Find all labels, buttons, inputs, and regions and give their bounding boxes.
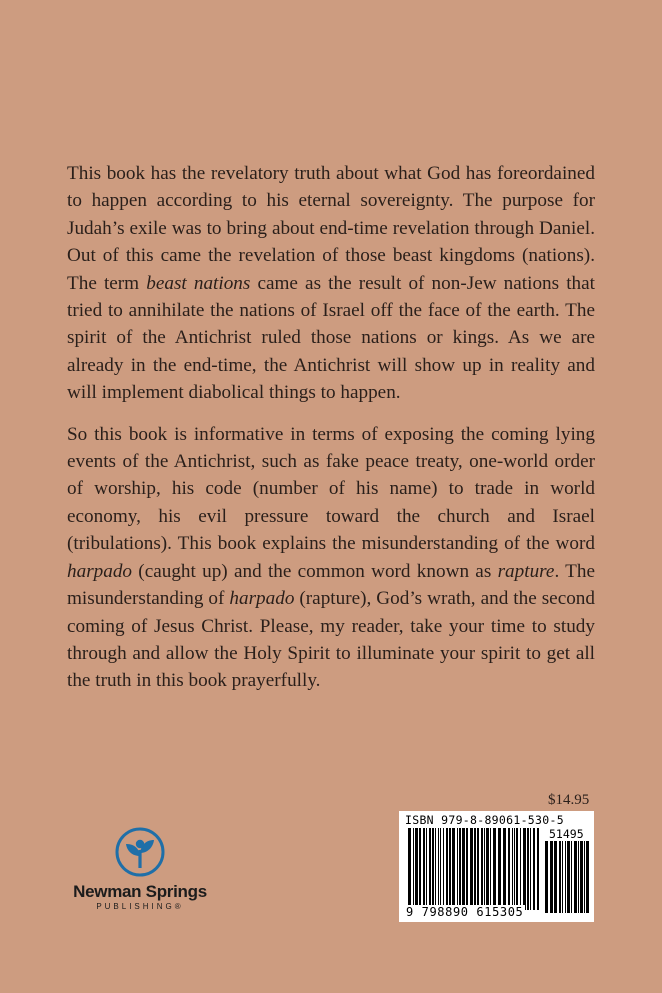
barcode-bar — [503, 828, 506, 910]
barcode-bar — [484, 828, 485, 910]
sprout-icon — [114, 826, 166, 878]
price-label: $14.95 — [548, 792, 590, 808]
barcode-bar — [452, 828, 455, 910]
barcode-bar — [423, 828, 425, 910]
barcode-bar — [574, 841, 577, 913]
barcode-bar — [459, 828, 461, 910]
barcode-bar — [429, 828, 431, 910]
barcode-bar — [578, 841, 579, 913]
barcode-bar — [438, 828, 439, 910]
barcode-bar — [432, 828, 434, 910]
barcode-bar — [512, 828, 513, 910]
barcode-bar — [559, 841, 561, 913]
barcode-bar — [446, 828, 448, 910]
blurb-paragraph-2: So this book is informative in terms of exposing the coming lying events of the Antichrist, such as fake peace treaty, one-world order of worship, his code (number of his name) to trade in world economy, his evil pressure toward the church and Israel (tribulations). This book explains the misunderstanding of the word harpado (caught up) and the common word known as rapture. The misunderstanding of harpado (rapture), God’s wrath, and the second coming of Jesus Christ. Please, my reader, take your time to study through and allow the Holy Spirit to illuminate your spirit to get all the truth in this book prayerfully. — [67, 423, 595, 692]
barcode-bar — [516, 828, 518, 910]
barcode-bar — [477, 828, 479, 910]
barcode-bar — [470, 828, 473, 910]
barcode-bar — [584, 841, 585, 913]
barcode-bar — [413, 828, 414, 910]
publisher-name: Newman Springs — [73, 882, 207, 901]
barcode-bar — [486, 828, 489, 910]
barcode-bar — [457, 828, 458, 910]
barcode-bar — [527, 828, 529, 910]
publisher-subtitle: PUBLISHING® — [96, 902, 184, 911]
barcode-bar — [426, 828, 427, 910]
barcode-bar — [533, 828, 535, 910]
barcode-bar — [435, 828, 436, 910]
barcode-bar — [498, 828, 501, 910]
barcode-bar — [419, 828, 421, 910]
barcode-bar — [508, 828, 510, 910]
barcode-bar — [443, 828, 444, 910]
barcode-digits: 9 798890 615305 — [406, 905, 524, 919]
barcode-bar — [520, 828, 521, 910]
publisher-logo — [55, 826, 225, 911]
barcode-bar — [440, 828, 441, 910]
price-addon-code: 51495 — [549, 827, 584, 841]
barcode-bar — [567, 841, 570, 913]
barcode-bar — [493, 828, 496, 910]
isbn-barcode — [399, 811, 594, 922]
barcode-bar — [415, 828, 418, 910]
isbn-label: ISBN 979-8-89061-530-5 — [405, 813, 564, 827]
barcode-bar — [408, 828, 411, 910]
back-cover-blurb — [67, 160, 595, 709]
blurb-paragraph-1: This book has the revelatory truth about what God has foreordained to happen according to his eternal sovereignty. The purpose for Judah’s exile was to bring about end-time revelation through Daniel. Out of this came the revelation of those beast kingdoms (nations). The term beast nations came as the result of non-Jew nations that tried to annihilate the nations of Israel off the face of the earth. The spirit of the Antichrist ruled those nations or kings. As we are already in the end-time, the Antichrist will show up in reality and will implement diabolical things to happen. — [67, 163, 595, 404]
barcode-bar — [545, 841, 548, 913]
barcode-bar — [490, 828, 491, 910]
barcode-bar — [523, 828, 526, 910]
barcode-bar — [554, 841, 557, 913]
barcode-bar — [586, 841, 589, 913]
main-barcode-bars — [408, 828, 542, 910]
barcode-bar — [565, 841, 566, 913]
barcode-bar — [462, 828, 465, 910]
barcode-bar — [514, 828, 515, 910]
addon-barcode-bars — [545, 841, 589, 913]
barcode-bar — [550, 841, 553, 913]
barcode-bar — [474, 828, 476, 910]
barcode-bar — [580, 841, 583, 913]
barcode-bar — [562, 841, 563, 913]
barcode-bar — [537, 828, 539, 910]
barcode-bar — [449, 828, 451, 910]
barcode-bar — [466, 828, 468, 910]
barcode-bar — [571, 841, 572, 913]
barcode-bar — [481, 828, 483, 910]
barcode-bar — [530, 828, 531, 910]
